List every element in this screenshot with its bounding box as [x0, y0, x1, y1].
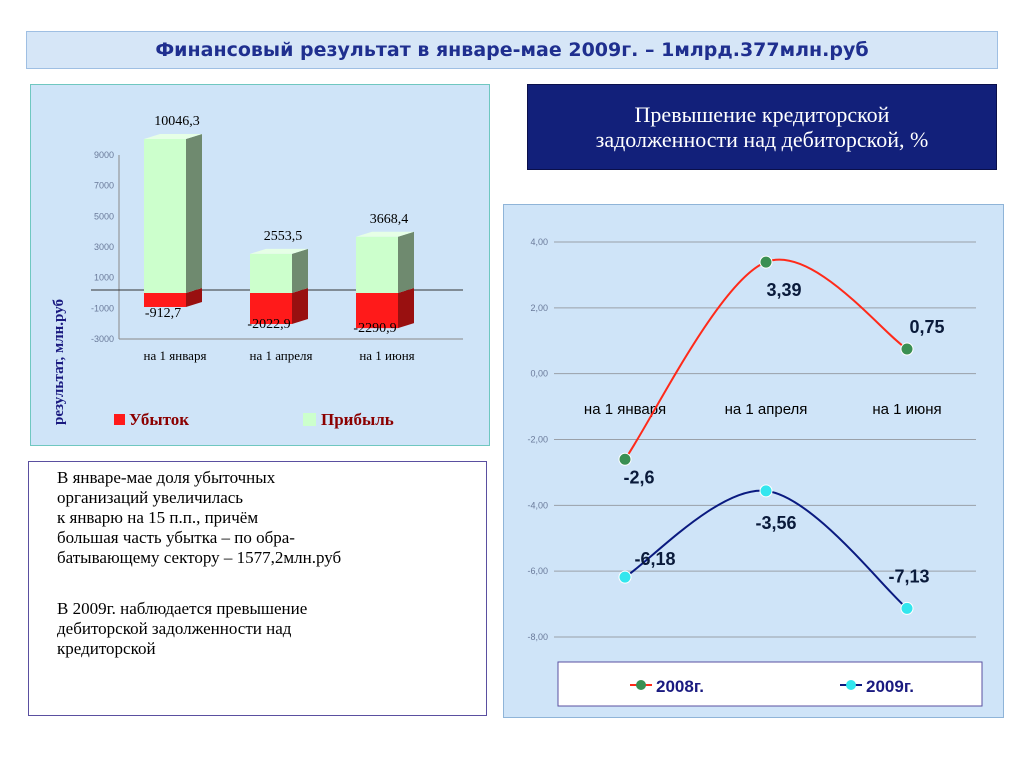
line-y-tick-label: -6,00 — [527, 566, 548, 577]
line-chart-heading-line1: Превышение кредиторской — [634, 102, 890, 127]
bar-y-tick-label: 5000 — [93, 211, 114, 222]
bar-loss-value-label: -912,7 — [144, 305, 182, 321]
line-point — [619, 453, 631, 465]
bar-category-label: на 1 января — [143, 348, 207, 363]
bar-y-tick-label: 3000 — [93, 242, 114, 252]
line-chart-panel — [503, 204, 1004, 718]
bar-chart-marks — [144, 114, 414, 336]
line-point-label: 3,39 — [766, 280, 802, 301]
line-point-label: -3,56 — [755, 512, 797, 533]
bar-chart-ylabel: результат, млн.руб — [51, 299, 67, 425]
line-chart-categories — [584, 401, 942, 418]
bar-profit-side — [186, 134, 202, 293]
legend-label-profit: Прибыль — [321, 410, 394, 429]
bar-loss — [144, 293, 186, 307]
line-chart-marks — [619, 256, 945, 614]
legend-swatch-loss — [114, 414, 125, 425]
bar-profit — [250, 254, 292, 293]
line-point-label: -6,18 — [634, 549, 676, 570]
line-legend-box — [558, 662, 982, 706]
line-legend-label-2009: 2009г. — [866, 677, 914, 696]
line-point-label: -2,6 — [623, 467, 655, 488]
bar-loss-side — [292, 288, 308, 324]
bar-profit — [144, 139, 186, 293]
line-y-tick-label: 2,00 — [530, 302, 548, 313]
line-y-tick-label: 4,00 — [530, 237, 548, 247]
line-chart — [504, 205, 1005, 719]
bar-profit-side — [292, 249, 308, 293]
bar-category-label: на 1 апреля — [249, 348, 313, 363]
commentary-text-box — [28, 461, 487, 716]
bar-profit-side — [398, 232, 414, 293]
line-point-label: 0,75 — [909, 316, 945, 337]
line-legend-marker-2008 — [636, 680, 646, 690]
legend-label-loss: Убыток — [129, 410, 190, 429]
bar-y-tick-label: 7000 — [93, 180, 114, 191]
line-point — [619, 571, 631, 583]
bar-loss-side — [398, 288, 414, 328]
bar-y-tick-label: 1000 — [93, 272, 114, 283]
bar-category-label: на 1 июня — [359, 348, 415, 363]
page-title-bar — [26, 31, 998, 69]
line-chart-heading — [527, 84, 997, 170]
line-legend-label-2008: 2008г. — [656, 677, 704, 696]
bar-chart — [31, 85, 491, 447]
legend-swatch-profit — [303, 413, 316, 426]
bar-profit-value-label: 10046,3 — [154, 113, 200, 129]
bar-loss-value-label: -2290,9 — [353, 321, 397, 337]
line-y-tick-label: -4,00 — [527, 500, 548, 511]
bar-profit-value-label: 2553,5 — [263, 228, 303, 244]
line-y-tick-label: -8,00 — [527, 632, 548, 642]
line-point — [760, 256, 772, 268]
line-category-label: на 1 апреля — [724, 401, 808, 418]
page-title: Финансовый результат в январе-мае 2009г. – 1млрд.377млн.руб — [155, 39, 869, 61]
commentary-paragraph-1: В январе-мае доля убыточных организаций увеличилась к январю на 15 п.п., причём большая часть убытка – по обра- батывающему сектору – 1577,2млн.руб — [57, 468, 342, 567]
bar-y-tick-label: -3000 — [90, 334, 114, 344]
commentary-paragraph-2: В 2009г. наблюдается превышение дебиторской задолженности над кредиторской — [57, 599, 308, 658]
bar-profit — [356, 237, 398, 293]
line-chart-legend — [558, 662, 982, 706]
line-category-label: на 1 января — [583, 401, 667, 418]
line-legend-marker-2009 — [846, 680, 856, 690]
line-point-label: -7,13 — [888, 566, 930, 587]
bar-loss-value-label: -2022,9 — [247, 317, 291, 333]
bar-y-tick-label: -1000 — [90, 303, 114, 314]
line-chart-heading-line2: задолженности над дебиторской, % — [595, 127, 929, 152]
bar-chart-legend — [114, 410, 394, 429]
line-point — [760, 485, 772, 497]
bar-chart-panel — [30, 84, 490, 446]
line-y-tick-label: -2,00 — [527, 434, 548, 445]
line-category-label: на 1 июня — [872, 401, 942, 418]
line-point — [901, 602, 913, 614]
bar-y-tick-label: 9000 — [93, 150, 114, 160]
line-point — [901, 343, 913, 355]
bar-profit-value-label: 3668,4 — [369, 211, 409, 227]
line-y-tick-label: 0,00 — [530, 368, 548, 379]
